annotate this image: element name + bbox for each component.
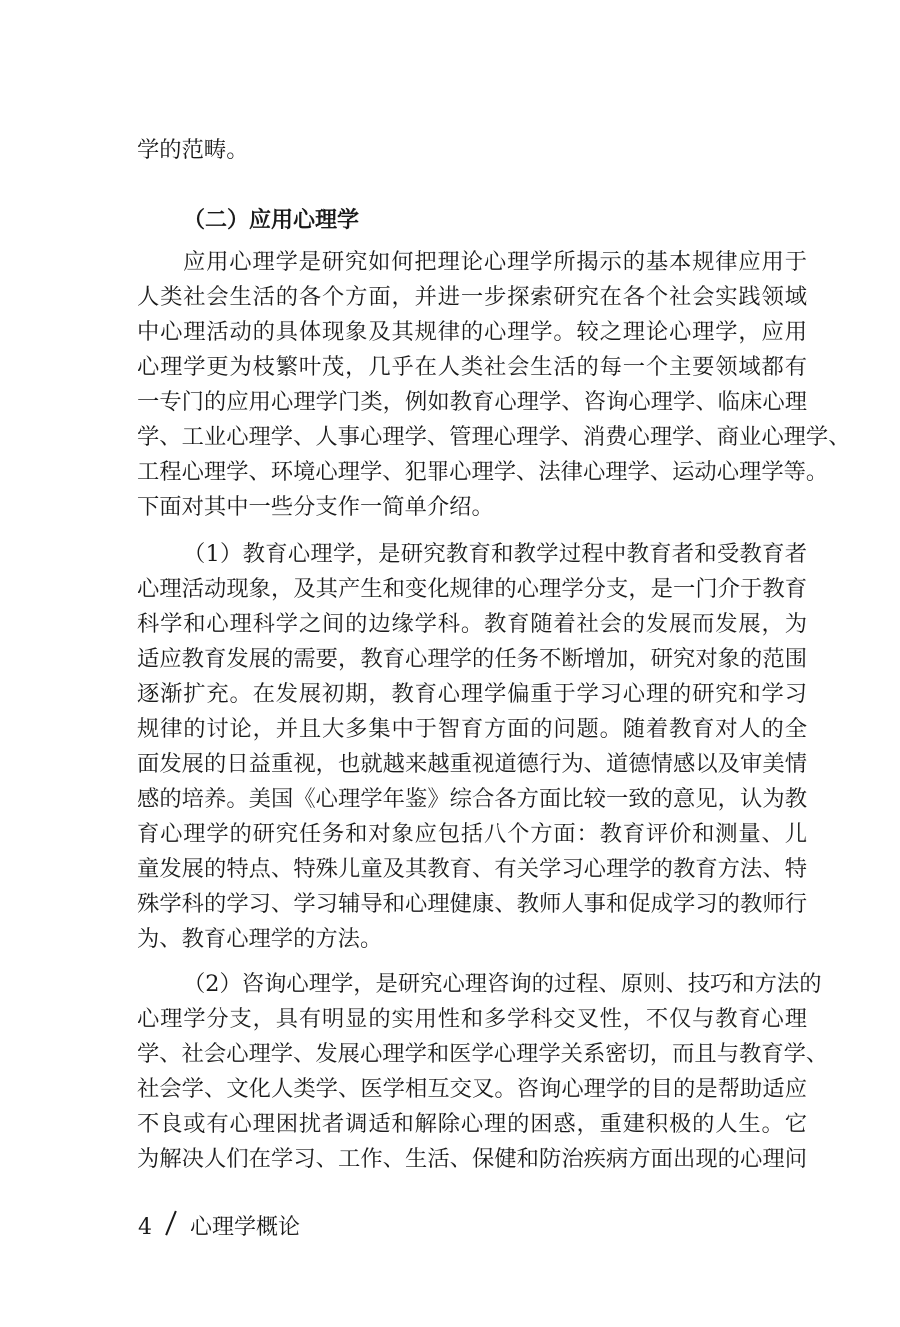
paragraph-line: 感的培养。美国《心理学年鉴》综合各方面比较一致的意见，认为教 [137,786,807,812]
paragraph-line: 不良或有心理困扰者调适和解除心理的困惑，重建积极的人生。它 [137,1111,807,1137]
paragraph-line: （1）教育心理学，是研究教育和教学过程中教育者和受教育者 [183,541,807,567]
paragraph-line: 规律的讨论，并且大多集中于智育方面的问题。随着教育对人的全 [137,716,807,742]
paragraph-line: 为、教育心理学的方法。 [137,926,383,952]
paragraph-line: 面发展的日益重视，也就越来越重视道德行为、道德情感以及审美情 [137,751,807,777]
slash-divider-icon [162,1208,180,1234]
paragraph-line: 殊学科的学习、学习辅导和心理健康、教师人事和促成学习的教师行 [137,891,807,917]
paragraph-line: 人类社会生活的各个方面，并进一步探索研究在各个社会实践领域 [137,284,807,310]
paragraph-line: 育心理学的研究任务和对象应包括八个方面：教育评价和测量、儿 [137,821,807,847]
paragraph-line: 为解决人们在学习、工作、生活、保健和防治疾病方面出现的心理问 [137,1146,807,1172]
book-title: 心理学概论 [190,1215,301,1240]
paragraph-line: 社会学、文化人类学、医学相互交叉。咨询心理学的目的是帮助适应 [137,1076,807,1102]
paragraph-line: 逐渐扩充。在发展初期，教育心理学偏重于学习心理的研究和学习 [137,681,807,707]
section-heading: （二）应用心理学 [183,208,360,233]
paragraph-line: 科学和心理科学之间的边缘学科。教育随着社会的发展而发展，为 [137,611,807,637]
paragraph-line: （2）咨询心理学，是研究心理咨询的过程、原则、技巧和方法的 [183,971,822,997]
paragraph-line: 学、社会心理学、发展心理学和医学心理学关系密切，而且与教育学、 [137,1041,829,1067]
paragraph-line: 童发展的特点、特殊儿童及其教育、有关学习心理学的教育方法、特 [137,856,807,882]
paragraph-line: 学、工业心理学、人事心理学、管理心理学、消费心理学、商业心理学、 [137,424,851,450]
paragraph-line: 下面对其中一些分支作一简单介绍。 [137,494,494,520]
page-footer [138,1208,300,1244]
paragraph-line: 心理活动现象，及其产生和变化规律的心理学分支，是一门介于教育 [137,576,807,602]
paragraph-line: 应用心理学是研究如何把理论心理学所揭示的基本规律应用于 [183,249,807,275]
paragraph-line: 心理学更为枝繁叶茂，几乎在人类社会生活的每一个主要领域都有 [137,354,807,380]
intro-line: 学的范畴。 [137,137,249,163]
page-number: 4 [138,1215,152,1240]
paragraph-line: 中心理活动的具体现象及其规律的心理学。较之理论心理学，应用 [137,319,807,345]
paragraph-line: 一专门的应用心理学门类，例如教育心理学、咨询心理学、临床心理 [137,389,807,415]
paragraph-line: 适应教育发展的需要，教育心理学的任务不断增加，研究对象的范围 [137,646,807,672]
paragraph-line: 工程心理学、环境心理学、犯罪心理学、法律心理学、运动心理学等。 [137,459,829,485]
paragraph-line: 心理学分支，具有明显的实用性和多学科交叉性，不仅与教育心理 [137,1006,807,1032]
